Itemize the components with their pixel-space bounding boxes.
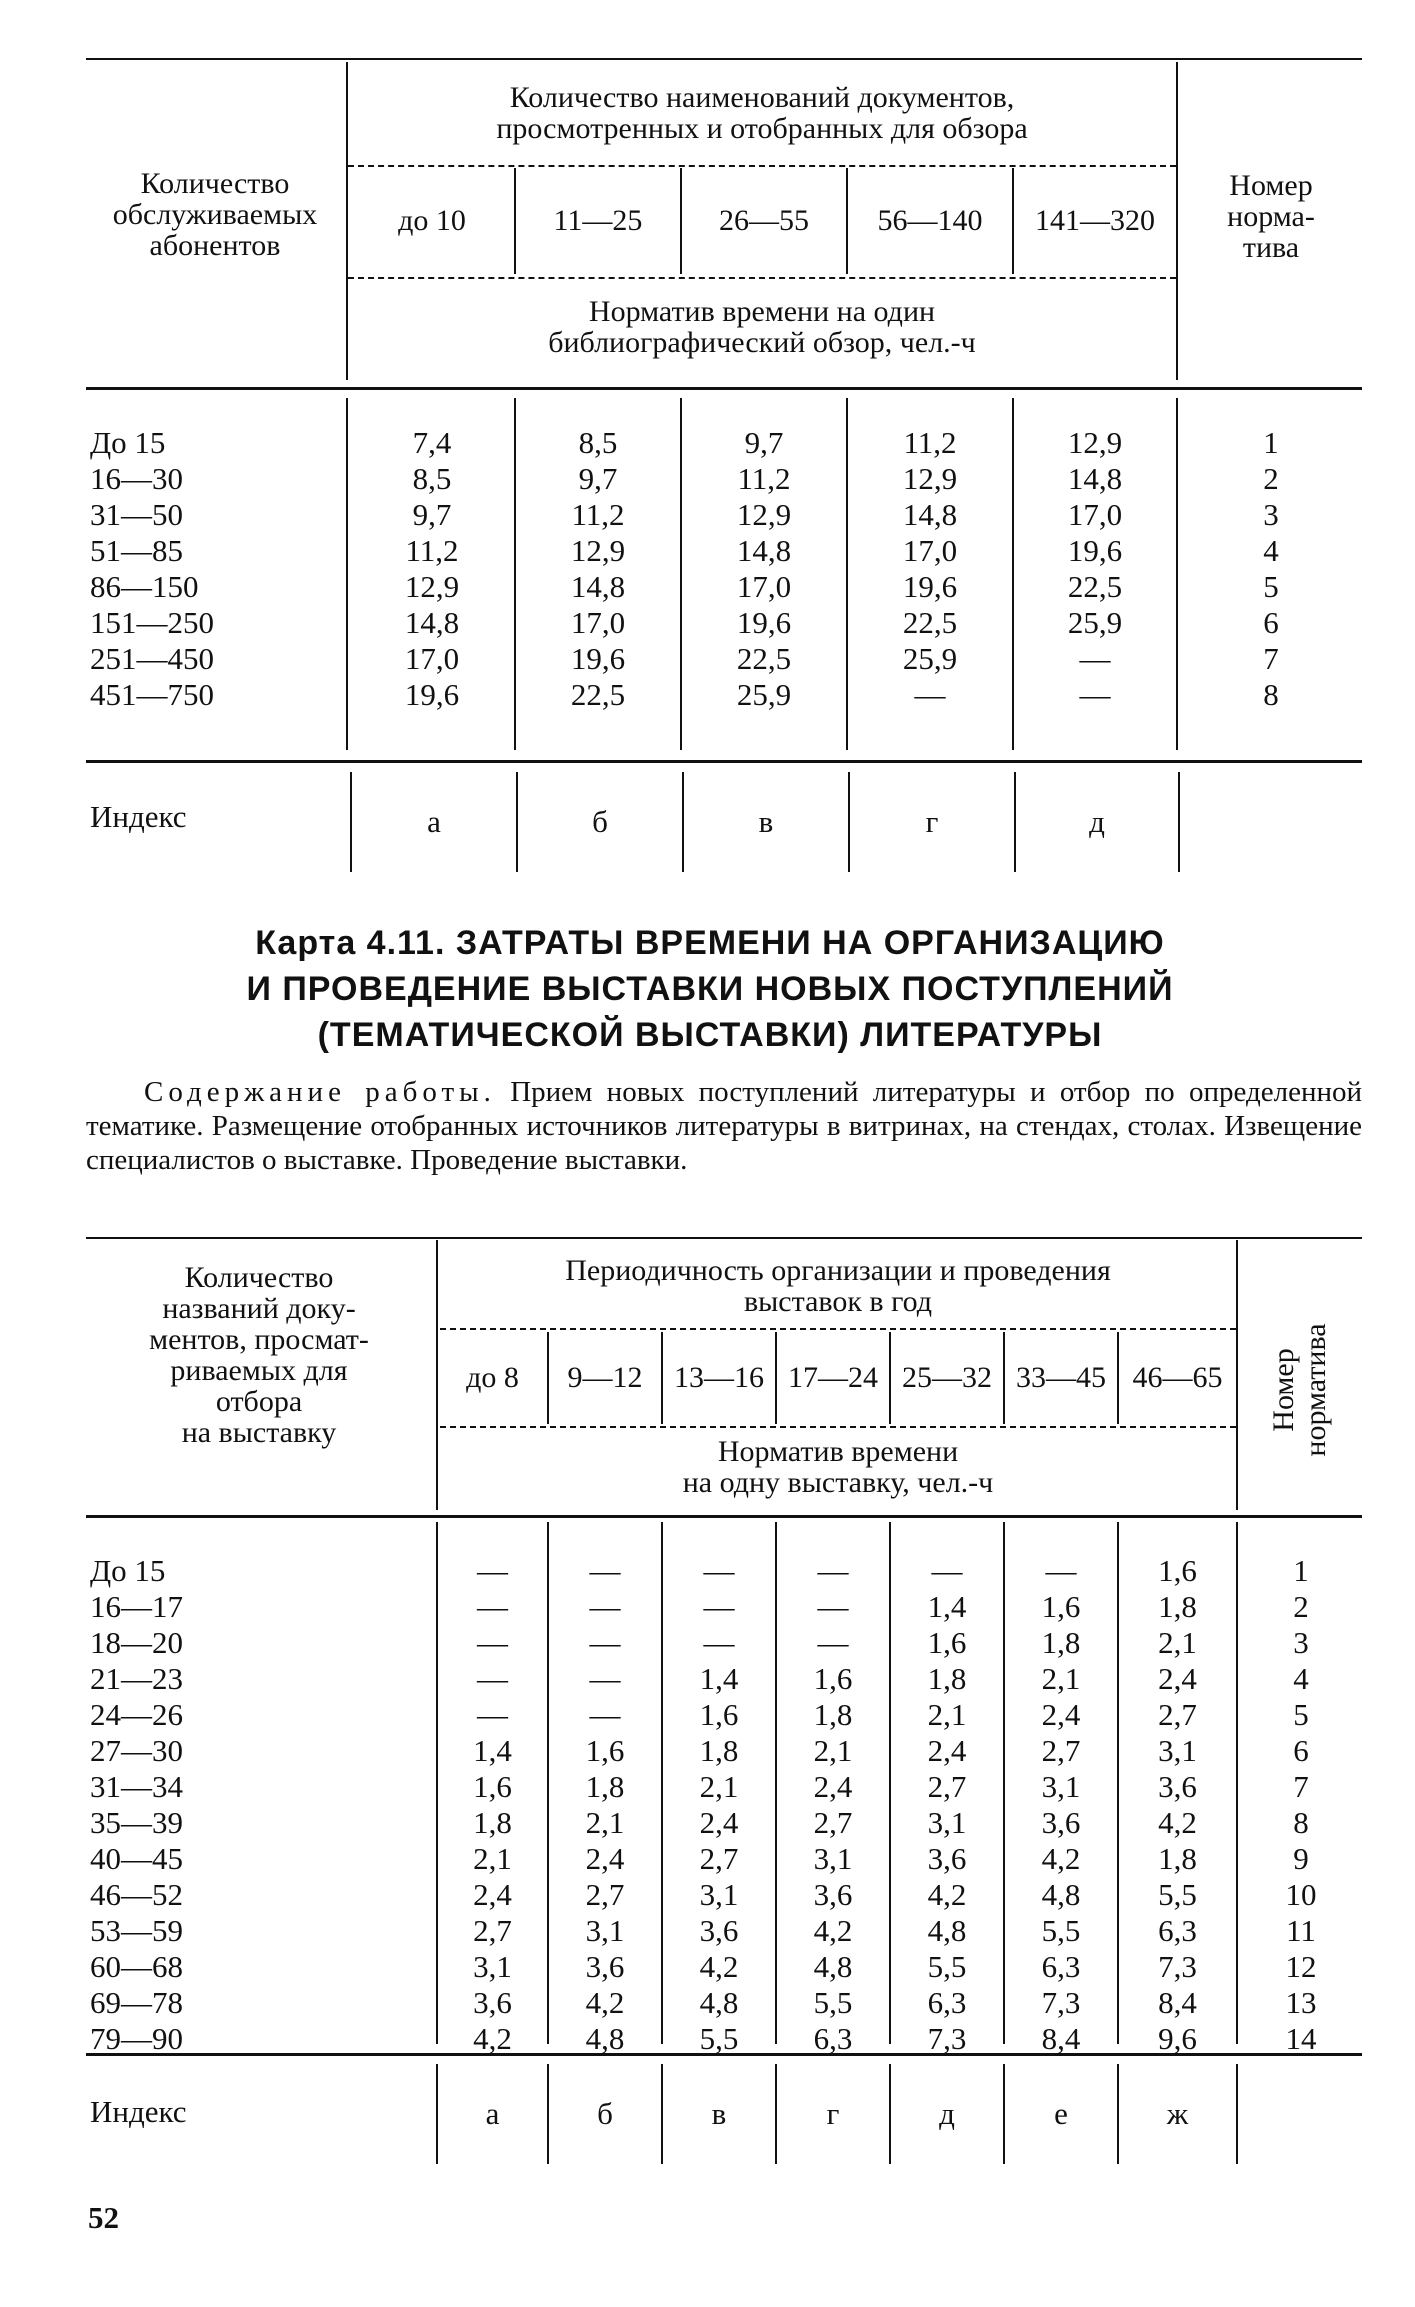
table-cell: 3,1 [1158,1733,1197,1768]
table-cell: 25,9 [736,677,792,712]
table-cell: 1,6 [473,1769,512,1804]
index-label: Индекс [90,2094,187,2129]
row-labels [90,1553,430,2057]
value-column [682,425,846,713]
table-cell: — [477,1589,508,1624]
table-cell: 3,1 [927,1805,967,1840]
norm-number: 3 [1263,497,1279,532]
table-cell: — [1045,1553,1077,1588]
norm-number: 7 [1263,641,1279,676]
table-cell: 9,7 [412,497,452,532]
table-cell: 4,2 [699,1949,739,1984]
row-label: До 15 [90,425,166,460]
norm-number: 6 [1293,1733,1309,1768]
content-text: Прием новых поступлений литературы и отбор по определенной тематике. Размещение отобранных источников литературы в витринах, на стендах, столах. Извещение специалистов о выставке. Проведение выставки. [86,1076,1363,1176]
row-label: 31—50 [90,497,183,532]
norm-number: 2 [1263,461,1279,496]
table-cell: 9,6 [1158,2021,1197,2056]
table-cell: 22,5 [902,605,958,640]
norm-number: 3 [1293,1625,1309,1660]
norm-number: 11 [1286,1913,1316,1948]
norm-number: 13 [1285,1985,1317,2020]
card-title: Карта 4.11. ЗАТРАТЫ ВРЕМЕНИ НА ОРГАНИЗАЦИЮ И ПРОВЕДЕНИЕ ВЫСТАВКИ НОВЫХ ПОСТУПЛЕНИЙ (ТЕМАТИЧЕСКОЙ ВЫСТАВКИ) ЛИТЕРАТУРЫ [246,924,1174,1054]
table-cell: 3,6 [699,1913,739,1948]
value-column [848,425,1012,713]
norm-number: 8 [1263,677,1279,712]
row-label: 151—250 [90,605,214,640]
index-value: в [758,804,774,839]
table-cell: 11,2 [737,461,791,496]
table-cell: — [589,1553,621,1588]
value-column [1014,425,1176,713]
table-cell: 2,1 [1041,1661,1081,1696]
norm-number: 4 [1263,533,1279,568]
index-value: а [485,2096,500,2131]
table-cell: 1,8 [1041,1625,1081,1660]
page-number: 52 [88,2200,119,2235]
table-cell: 3,1 [585,1913,625,1948]
table-cell: 2,7 [1158,1697,1197,1732]
table-cell: 17,0 [1067,497,1123,532]
row-label: 451—750 [90,677,214,712]
table-cell: 17,0 [736,569,792,604]
table-cell: 2,4 [1158,1661,1197,1696]
table-cell: — [477,1697,508,1732]
row-label: 35—39 [90,1805,183,1840]
table-cell: 8,5 [578,425,618,460]
table-cell: 8,4 [1041,2021,1081,2056]
row-label: 51—85 [90,533,183,568]
table-cell: 7,3 [1158,1949,1197,1984]
column-header: 46—65 [1132,1361,1223,1394]
value-column [891,1553,1003,2057]
table-cell: 2,4 [813,1769,853,1804]
row-header: Количество названий доку- ментов, просмат- риваемых для отбора на выставку [149,1261,369,1449]
table-cell: 2,4 [473,1877,512,1912]
value-column [350,425,514,713]
table-cell: 3,6 [927,1841,967,1876]
index-label: Индекс [90,799,187,834]
content-label: Содержание работы. [144,1076,496,1108]
table-cell: — [477,1625,508,1660]
table-cell: 3,1 [699,1877,739,1912]
column-header: 56—140 [877,204,983,237]
table-cell: 3,6 [1041,1805,1081,1840]
table-cell: 11,2 [571,497,625,532]
norm-number: 2 [1293,1589,1309,1624]
table-cell: 2,7 [699,1841,739,1876]
group-header: Периодичность организации и проведения выставок в год [565,1254,1111,1318]
norm-header: Норматив времени на одну выставку, чел.-ч [682,1435,994,1499]
table-cell: 1,6 [1158,1553,1197,1588]
table-cell: — [703,1553,735,1588]
table-cell: 4,8 [1041,1877,1081,1912]
table-cell: 7,3 [927,2021,967,2056]
norm-number: 6 [1263,605,1279,640]
table-cell: 1,8 [699,1733,739,1768]
table-cell: 14,8 [736,533,792,568]
table-cell: 14,8 [1067,461,1123,496]
table-cell: 14,8 [570,569,626,604]
table-cell: 6,3 [927,1985,967,2020]
table-cell: 4,2 [813,1913,853,1948]
table-cell: 14,8 [404,605,460,640]
column-header: 25—32 [902,1361,992,1394]
table-cell: 6,3 [813,2021,853,2056]
table-cell: 2,7 [473,1913,512,1948]
table-cell: 9,7 [744,425,784,460]
table-cell: — [589,1589,621,1624]
row-label: 31—34 [90,1769,183,1804]
index-value: ж [1166,2096,1189,2131]
table-cell: 3,1 [813,1841,853,1876]
table-cell: 19,6 [902,569,958,604]
table-cell: — [914,677,946,712]
table-cell: — [931,1553,963,1588]
table-cell: 3,6 [1158,1769,1197,1804]
norm-header: Норматив времени на один библиографический обзор, чел.-ч [548,295,976,359]
row-label: 27—30 [90,1733,183,1768]
row-label: 251—450 [90,641,214,676]
table-cell: — [817,1589,849,1624]
table-cell: 1,6 [927,1625,967,1660]
table-cell: 3,6 [585,1949,625,1984]
table-cell: 4,8 [927,1913,967,1948]
column-header: 9—12 [567,1361,643,1394]
content-paragraph [86,1075,1362,1177]
table-cell: 2,4 [585,1841,625,1876]
table-cell: 4,2 [473,2021,512,2056]
table-cell: 12,9 [1067,425,1123,460]
norm-number: 9 [1293,1841,1309,1876]
table-cell: 6,3 [1041,1949,1081,1984]
row-label: 18—20 [90,1625,183,1660]
column-header: 33—45 [1016,1361,1106,1394]
norm-number: 1 [1293,1553,1309,1588]
table-cell: — [817,1625,849,1660]
table-cell: — [589,1697,621,1732]
norm-number: 5 [1263,569,1279,604]
row-label: 21—23 [90,1661,183,1696]
table-cell: 2,1 [585,1805,625,1840]
table-cell: 22,5 [736,641,792,676]
table-cell: 11,2 [405,533,459,568]
table-cell: 1,6 [813,1661,853,1696]
table-cell: 2,4 [699,1805,739,1840]
table-cell: 8,5 [412,461,452,496]
table-cell: 11,2 [903,425,957,460]
table-cell: 19,6 [570,641,626,676]
table-cell: 1,4 [927,1589,967,1624]
table-cell: 12,9 [404,569,460,604]
row-label: 79—90 [90,2021,183,2056]
table-cell: 1,8 [927,1661,967,1696]
table-cell: 2,4 [1041,1697,1081,1732]
table-cell: 3,1 [473,1949,512,1984]
table-cell: 2,1 [699,1769,739,1804]
table-cell: 25,9 [1067,605,1123,640]
row-label: До 15 [90,1553,166,1588]
norm-number: 7 [1293,1769,1309,1804]
table-cell: 1,8 [585,1769,625,1804]
table-cell: 5,5 [927,1949,967,1984]
table-cell: 2,1 [1158,1625,1197,1660]
row-label: 40—45 [90,1841,183,1876]
norm-number: 12 [1285,1949,1317,1984]
norm-number: 1 [1263,425,1279,460]
table-cell: 5,5 [813,1985,853,2020]
norm-number-column [1180,425,1362,713]
index-value: б [597,2096,613,2131]
row-label: 69—78 [90,1985,183,2020]
table-cell: 19,6 [736,605,792,640]
number-header: Номер норма- тива [1227,169,1315,264]
table-cell: 2,7 [813,1805,853,1840]
index-value: в [711,2096,727,2131]
table-cell: 1,6 [1041,1589,1081,1624]
index-value: б [592,804,608,839]
table-cell: 2,4 [927,1733,967,1768]
table-cell: — [703,1625,735,1660]
index-value: д [939,2096,955,2131]
table-cell: 1,6 [585,1733,625,1768]
row-label: 24—26 [90,1697,183,1732]
table-cell: — [589,1625,621,1660]
norm-number: 5 [1293,1697,1309,1732]
table-cell: 2,7 [1041,1733,1081,1768]
table-cell: 1,4 [699,1661,739,1696]
value-column [1005,1553,1117,2057]
row-labels [90,425,340,713]
table-cell: 4,2 [1158,1805,1197,1840]
table-cell: 2,7 [585,1877,625,1912]
value-column [516,425,680,713]
index-value: а [427,804,441,839]
column-header: до 10 [398,204,466,237]
table-cell: — [817,1553,849,1588]
table-cell: 3,6 [813,1877,853,1912]
column-header: 13—16 [674,1361,764,1394]
table-cell: — [477,1553,508,1588]
table-cell: 4,8 [585,2021,625,2056]
table-cell: 2,1 [927,1697,967,1732]
table-cell: 9,7 [578,461,618,496]
table-cell: 4,2 [1041,1841,1081,1876]
table-cell: 7,4 [412,425,452,460]
table-cell: — [1079,641,1111,676]
row-label: 46—52 [90,1877,183,1912]
row-label: 86—150 [90,569,199,604]
column-header: 17—24 [788,1361,878,1394]
norm-number: 10 [1285,1877,1317,1912]
table-cell: 4,8 [699,1985,739,2020]
table-cell: 17,0 [902,533,958,568]
table-cell: 25,9 [902,641,958,676]
table-cell: 5,5 [1041,1913,1081,1948]
table-cell: — [703,1589,735,1624]
table-cell: 12,9 [736,497,792,532]
column-header: до 8 [466,1361,519,1394]
table-cell: — [1079,677,1111,712]
table-cell: 12,9 [570,533,626,568]
number-header: Номер норматива [1267,1323,1332,1457]
row-label: 16—30 [90,461,183,496]
value-column [438,1553,547,2057]
index-value: г [925,804,939,839]
table-cell: — [477,1661,508,1696]
table-cell: 22,5 [570,677,626,712]
table-cell: 17,0 [570,605,626,640]
table-cell: 2,1 [813,1733,853,1768]
value-column [1119,1553,1236,2057]
table-cell: 6,3 [1158,1913,1197,1948]
table-cell: 1,8 [1158,1841,1197,1876]
table-cell: 8,4 [1158,1985,1197,2020]
index-value: д [1089,804,1105,839]
norm-number: 14 [1285,2021,1317,2056]
norm-number-column [1240,1553,1362,2057]
index-value: г [826,2096,840,2131]
column-header: 26—55 [719,204,809,237]
column-header: 11—25 [553,204,643,237]
table-cell: — [589,1661,621,1696]
table-cell: 14,8 [902,497,958,532]
table-cell: 1,6 [699,1697,739,1732]
table-cell: 1,8 [473,1805,512,1840]
table-cell: 3,1 [1041,1769,1081,1804]
table-cell: 1,8 [1158,1589,1197,1624]
group-header: Количество наименований документов, просмотренных и отобранных для обзора [496,81,1028,145]
row-header: Количество обслуживаемых абонентов [112,167,318,262]
value-column [777,1553,889,2057]
table-cell: 2,7 [927,1769,967,1804]
table-cell: 4,2 [927,1877,967,1912]
column-header: 141—320 [1035,204,1155,237]
norm-number: 8 [1293,1805,1309,1840]
table-cell: 3,6 [473,1985,512,2020]
table-cell: 22,5 [1067,569,1123,604]
table-cell: 17,0 [404,641,460,676]
table-cell: 2,1 [473,1841,512,1876]
row-label: 16—17 [90,1589,183,1624]
table-cell: 1,8 [813,1697,853,1732]
index-value: е [1054,2096,1068,2131]
norm-number: 4 [1293,1661,1309,1696]
table-cell: 12,9 [902,461,958,496]
value-column [663,1553,775,2057]
table-cell: 7,3 [1041,1985,1081,2020]
table-cell: 19,6 [404,677,460,712]
table-cell: 19,6 [1067,533,1123,568]
value-column [549,1553,661,2057]
table-cell: 1,4 [473,1733,512,1768]
table-cell: 4,2 [585,1985,625,2020]
table-cell: 5,5 [1158,1877,1197,1912]
table-cell: 4,8 [813,1949,853,1984]
table-cell: 5,5 [699,2021,739,2056]
row-label: 60—68 [90,1949,183,1984]
row-label: 53—59 [90,1913,183,1948]
